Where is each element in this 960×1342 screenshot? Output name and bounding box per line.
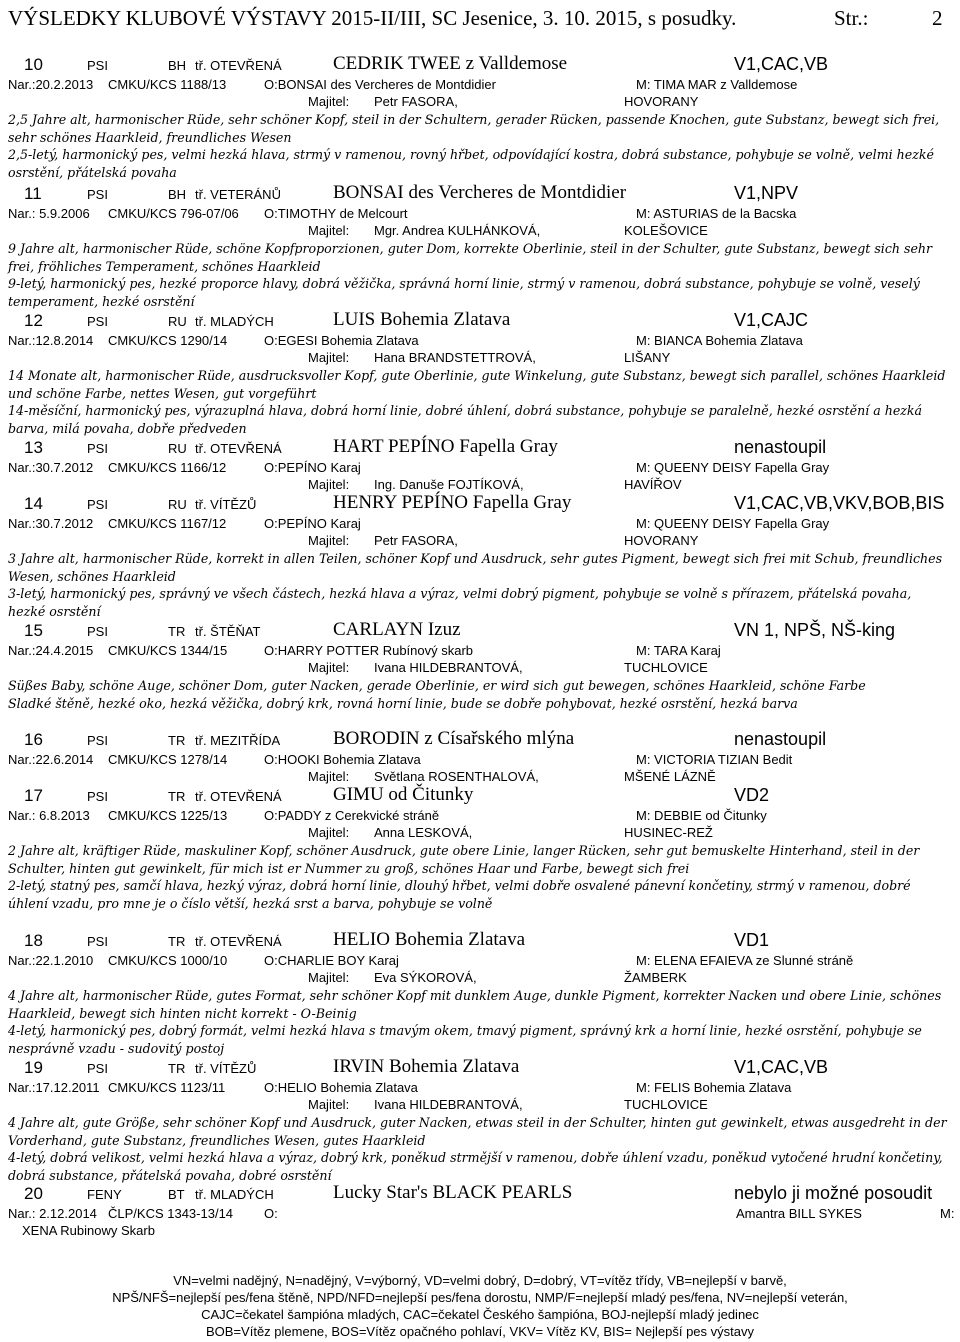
sex-label: PSI [87,624,108,639]
critique-de: Süßes Baby, schöne Auge, schöner Dom, guter Nacken, gerade Oberlinie, er wird sich gut bewegen, schönes Haarkleid, schöne Farbe [8,678,866,693]
catalog-number: 11 [24,184,42,203]
critique-de: 3 Jahre alt, harmonischer Rüde, korrekt in allen Teilen, schöner Kopf und Ausdruck, sehr gutes Pigment, bewegt sich frei mit Schub, freundliches Wesen, schönes Haarkleid [8,551,943,584]
critique-cz: 14-měsíční, harmonický pes, výrazuplná hlava, dobrá horní linie, dobré úhlení, dobrá substance, pohybuje se paralelně, hezké osrstění a hezká barva, milá povaha, dobře předveden [8,403,923,436]
owner-label: Majitel: [308,825,350,840]
owner-label: Majitel: [308,94,350,109]
color-label: TR [168,934,186,949]
dog-name: HELIO Bohemia Zlatava [333,929,526,950]
sire: O:PEPÍNO Karaj [264,516,361,531]
owner-town: KOLEŠOVICE [624,223,708,238]
dog-name: CARLAYN Izuz [333,619,461,640]
result: VD1 [734,930,770,950]
class-label: tř. VÍTĚZŮ [195,1061,257,1076]
entry-10 [0,51,960,181]
dog-name: GIMU od Čitunky [333,784,474,805]
sex-label: PSI [87,58,108,73]
registration: CMKU/KCS 1167/12 [108,516,227,531]
owner-town: ŽAMBERK [624,970,687,985]
sex-label: PSI [87,441,108,456]
sex-label: PSI [87,789,108,804]
critique-cz: 9-letý, harmonický pes, hezké proporce hlavy, dobrá věžička, správná horní linie, strmý v ramenou, dobrá substance, pohybuje se volně, veselý temperament, hezké osrstění [8,276,920,309]
catalog-number: 17 [24,786,43,805]
catalog-number: 15 [24,621,43,640]
result: VD2 [734,785,770,805]
owner-label: Majitel: [308,769,350,784]
dam: M: TARA Karaj [636,643,721,658]
critique-de: 2,5 Jahre alt, harmonischer Rüde, sehr schöner Kopf, steil in der Schultern, gerader Rücken, passende Knochen, gute Substanz, bewegt sich frei, sehr schönes Haarkleid, freundliches Wesen [8,112,940,145]
result: V1,CAC,VB [734,54,829,74]
legend-line: VN=velmi nadějný, N=nadějný, V=výborný, VD=velmi dobrý, D=dobrý, VT=vítěz třídy, VB=nejlepší v barvě, [173,1273,787,1288]
entry-15 [0,617,960,712]
entry-head [0,1180,960,1206]
critique-cz: 4-letý, dobrá velikost, velmi hezká hlava a výraz, dobrý krk, poněkud strmější v ramenou, dobře úhlení vzadu, poněkud vytočené hrudní končetiny, dobrá substance, přátelská povaha, dobré osrstění [8,1150,943,1183]
owner-row [0,660,960,677]
owner-name: Mgr. Andrea KULHÁNKOVÁ, [374,223,541,238]
sire: O:PEPÍNO Karaj [264,460,361,475]
entry-12 [0,307,960,437]
owner-name: Petr FASORA, [374,533,458,548]
pedigree-row [0,333,960,350]
owner-label: Majitel: [308,1097,350,1112]
dog-name: LUIS Bohemia Zlatava [333,309,511,330]
birth-date: Nar.:17.12.2011 [8,1080,100,1095]
color-label: TR [168,1061,186,1076]
color-label: BT [168,1187,185,1202]
owner-name: Ivana HILDEBRANTOVÁ, [374,1097,523,1112]
entry-head [0,927,960,953]
sex-label: FENY [87,1187,122,1202]
sex-label: PSI [87,733,108,748]
birth-date: Nar.: 6.8.2013 [8,808,90,823]
critique-de: 4 Jahre alt, harmonischer Rüde, gutes Format, sehr schöner Kopf mit dunklem Auge, dunkle Pigment, korrekter Nacken und obere Linie, schönes Haarkleid, bewegt sich hinten nicht korrekt - O-Beinig [8,988,942,1021]
critique-de: 14 Monate alt, harmonischer Rüde, ausdrucksvoller Kopf, gute Oberlinie, gute Winkelung, gute Substanz, bewegt sich parallel, schönes Haarkleid und schöne Farbe, nettes Wesen, gut vorgeführt [8,368,946,401]
registration: CMKU/KCS 1188/13 [108,77,227,92]
registration: CMKU/KCS 796-07/06 [108,206,239,221]
sire: O:HELIO Bohemia Zlatava [264,1080,418,1095]
entry-head [0,1054,960,1080]
sire: O:HOOKI Bohemia Zlatava [264,752,421,767]
owner-town: HAVÍŘOV [624,477,682,492]
result: V1,CAC,VB,VKV,BOB,BIS [734,493,945,513]
color-label: TR [168,733,186,748]
birth-date: Nar.:22.6.2014 [8,752,94,767]
owner-name: Anna LESKOVÁ, [374,825,473,840]
owner-town: HUSINEC-REŽ [624,825,713,840]
catalog-number: 16 [24,730,43,749]
critique-de: 4 Jahre alt, gute Größe, sehr schöner Kopf und Ausdruck, guter Nacken, etwas steil in der Schulter, hinten gut gewinkelt, etwas ausgedreht in der Vorderhand, gute Substanz, freundliches Wesen, gutes Haarkleid [8,1115,947,1148]
registration: CMKU/KCS 1000/10 [108,953,228,968]
dam: M: QUEENY DEISY Fapella Gray [636,460,830,475]
owner-row [0,223,960,240]
owner-town: TUCHLOVICE [624,660,708,675]
registration: CMKU/KCS 1344/15 [108,643,228,658]
page-title: VÝSLEDKY KLUBOVÉ VÝSTAVY 2015-II/III, SC Jesenice, 3. 10. 2015, s posudky. [8,6,737,30]
owner-name: Amantra BILL SYKES [736,1206,862,1221]
entry-13 [0,434,960,494]
owner-row [0,94,960,111]
registration: ČLP/KCS 1343-13/14 [108,1206,234,1221]
entry-18 [0,927,960,1057]
entry-head [0,434,960,460]
entry-head [0,726,960,752]
page-header [0,0,960,40]
dam: M: FELIS Bohemia Zlatava [636,1080,792,1095]
catalog-number: 20 [24,1184,43,1203]
color-label: TR [168,789,186,804]
birth-date: Nar.: 2.12.2014 [8,1206,97,1221]
sex-label: PSI [87,314,108,329]
owner-town: HOVORANY [624,94,699,109]
birth-date: Nar.:30.7.2012 [8,516,94,531]
owner-label: Majitel: [308,970,350,985]
registration: CMKU/KCS 1123/11 [108,1080,226,1095]
owner-name: Ivana HILDEBRANTOVÁ, [374,660,523,675]
entry-11 [0,180,960,310]
class-label: tř. MLADÝCH [195,1187,274,1202]
sire: O:PADDY z Cerekvické stráně [264,808,440,823]
birth-date: Nar.:24.4.2015 [8,643,94,658]
class-label: tř. MLADÝCH [195,314,274,329]
pedigree-row [0,752,960,769]
entry-17 [0,782,960,912]
owner-name: Světlana ROSENTHALOVÁ, [374,769,539,784]
critique-cz: 3-letý, harmonický pes, správný ve všech částech, hezká hlava a výraz, velmi dobrý pigment, pohybuje se volně s přírazem, přátelská povaha, hezké osrstění [8,586,912,619]
sire: O: [264,1206,278,1221]
class-label: tř. OTEVŘENÁ [195,58,282,73]
birth-date: Nar.:20.2.2013 [8,77,94,92]
color-label: TR [168,624,186,639]
sex-label: PSI [87,1061,108,1076]
owner-name: Petr FASORA, [374,94,458,109]
registration: CMKU/KCS 1278/14 [108,752,228,767]
legend-line: BOB=Vítěz plemene, BOS=Vítěz opačného pohlaví, VKV= Vítěz KV, BIS= Nejlepší pes výstavy [206,1324,754,1339]
result: nenastoupil [734,729,827,749]
color-label: RU [168,314,187,329]
entry-head [0,617,960,643]
dog-name: IRVIN Bohemia Zlatava [333,1056,520,1077]
dam: M: TIMA MAR z Valldemose [636,77,798,92]
legend-line: NPŠ/NFŠ=nejlepší pes/fena štěně, NPD/NFD=nejlepší pes/fena dorostu, NMP/F=nejlepší mladý pes/fena, NV=nejlepší veterán, [112,1290,848,1305]
result: V1,CAJC [734,310,809,330]
owner-row [0,825,960,842]
dog-name: BONSAI des Vercheres de Montdidier [333,182,627,203]
color-label: BH [168,187,187,202]
pedigree-row [0,516,960,533]
owner-row [0,1097,960,1114]
sex-label: PSI [87,934,108,949]
dam: M: VICTORIA TIZIAN Bedit [636,752,793,767]
dog-name: CEDRIK TWEE z Valldemose [333,53,568,74]
sex-label: PSI [87,497,108,512]
sire: O:CHARLIE BOY Karaj [264,953,399,968]
owner-name: Eva SÝKOROVÁ, [374,970,477,985]
entry-19 [0,1054,960,1184]
owner-name: Hana BRANDSTETTROVÁ, [374,350,536,365]
color-label: BH [168,58,187,73]
registration: CMKU/KCS 1290/14 [108,333,228,348]
class-label: tř. ŠTĚŇAT [195,624,261,639]
owner-row [0,350,960,367]
dam: M: DEBBIE od Čitunky [636,808,767,823]
entry-head [0,490,960,516]
critique-cz: 2,5-letý, harmonický pes, velmi hezká hlava, strmý v ramenou, rovný hřbet, odpovídající kostra, dobrá substance, pohybuje se volně, velmi hezké osrstění, přátelská povaha [8,147,934,180]
catalog-number: 10 [24,55,43,74]
class-label: tř. OTEVŘENÁ [195,441,282,456]
pedigree-row [0,460,960,477]
page-label: Str.: [834,6,869,30]
owner-town: LIŠANY [624,350,671,365]
owner-town: HOVORANY [624,533,699,548]
critique-de: 9 Jahre alt, harmonischer Rüde, schöne Kopfproporzionen, guter Dom, korrekte Oberlinie, steil in der Schulter, gute Substanz, bewegt sich sehr frei, fröhliches Temperament, schönes Haarkleid [8,241,933,274]
legend-line: CAJC=čekatel šampióna mladých, CAC=čekatel Českého šampióna, BOJ-nejlepší mladý jedinec [201,1307,759,1322]
sire: O:EGESI Bohemia Zlatava [264,333,419,348]
owner-row [0,970,960,987]
owner-label: Majitel: [308,477,350,492]
dog-name: HENRY PEPÍNO Fapella Gray [333,492,572,513]
entry-16 [0,726,960,786]
result: V1,NPV [734,183,799,203]
dam-label: M: [940,1206,955,1221]
pedigree-row [0,1080,960,1097]
class-label: tř. VETERÁNŮ [195,187,281,202]
owner-label: Majitel: [308,533,350,548]
catalog-number: 18 [24,931,43,950]
color-label: RU [168,497,187,512]
sire: O:HARRY POTTER Rubínový skarb [264,643,474,658]
dog-name: HART PEPÍNO Fapella Gray [333,436,558,457]
catalog-number: 19 [24,1058,43,1077]
class-label: tř. MEZITŘÍDA [195,733,281,748]
result: V1,CAC,VB [734,1057,829,1077]
legend-footer [0,1272,960,1340]
owner-town: MŠENÉ LÁZNĚ [624,769,716,784]
critique-cz: 4-letý, harmonický pes, dobrý formát, velmi hezká hlava s tmavým okem, tmavý pigment, správný krk a horní linie, hezké osrstění, pohybuje se nesprávně vzadu - sudovitý postoj [8,1023,922,1056]
entry-head [0,307,960,333]
pedigree-row [0,643,960,660]
birth-date: Nar.:12.8.2014 [8,333,94,348]
class-label: tř. OTEVŘENÁ [195,934,282,949]
sire: O:BONSAI des Vercheres de Montdidier [264,77,496,92]
owner-row [0,533,960,550]
result: nenastoupil [734,437,827,457]
page-number: 2 [932,6,943,30]
registration: CMKU/KCS 1166/12 [108,460,227,475]
pedigree-row [0,1206,960,1223]
pedigree-row [0,808,960,825]
birth-date: Nar.: 5.9.2006 [8,206,90,221]
dam: M: BIANCA Bohemia Zlatava [636,333,803,348]
owner-label: Majitel: [308,660,350,675]
dam: M: ELENA EFAIEVA ze Slunné stráně [636,953,854,968]
owner-label: Majitel: [308,350,350,365]
result: VN 1, NPŠ, NŠ-king [734,620,896,640]
entry-head [0,180,960,206]
owner-name: Ing. Danuše FOJTÍKOVÁ, [374,477,524,492]
dam: XENA Rubinowy Skarb [22,1223,155,1238]
dam: M: ASTURIAS de la Bacska [636,206,797,221]
dog-name: Lucky Star's BLACK PEARLS [333,1182,573,1203]
critique-de: 2 Jahre alt, kräftiger Rüde, maskuliner Kopf, schöner Ausdruck, gute obere Linie, langer Rücken, sehr gut bemuskelte Hinterhand, steil in der Schulter, hinten gut gewinkelt, für mich ist er Nummer zu groß, schönes Haar und Farbe, bewegt sich frei [8,843,920,876]
catalog-number: 13 [24,438,43,457]
catalog-number: 12 [24,311,43,330]
dog-name: BORODIN z Císařského mlýna [333,728,575,749]
sire: O:TIMOTHY de Melcourt [264,206,408,221]
pedigree-row [0,953,960,970]
class-label: tř. OTEVŘENÁ [195,789,282,804]
birth-date: Nar.:22.1.2010 [8,953,94,968]
registration: CMKU/KCS 1225/13 [108,808,228,823]
color-label: RU [168,441,187,456]
owner-town: TUCHLOVICE [624,1097,708,1112]
birth-date: Nar.:30.7.2012 [8,460,94,475]
pedigree-row [0,206,960,223]
owner-label: Majitel: [308,223,350,238]
sex-label: PSI [87,187,108,202]
entry-14 [0,490,960,620]
dam: M: QUEENY DEISY Fapella Gray [636,516,830,531]
entry-head [0,782,960,808]
class-label: tř. VÍTĚZŮ [195,497,257,512]
critique-cz: Sladké štěně, hezké oko, hezká věžička, dobrý krk, rovná horní linie, bude se dobře pohybovat, hezké osrstění, hezká barva [8,695,798,711]
dam-row [0,1223,960,1240]
catalog-number: 14 [24,494,43,513]
critique-cz: 2-letý, statný pes, samčí hlava, hezký výraz, dobrá horní linie, dlouhý hřbet, velmi dobře osvalené pánevní končetiny, strmý v ramenou, dobré úhlení vzadu, pro mne je o číslo větší, hezká srst a barva, pohybuje se volně [8,878,911,911]
entry-20 [0,1180,960,1240]
result: nebylo ji možné posoudit [734,1183,933,1203]
pedigree-row [0,77,960,94]
entry-head [0,51,960,77]
